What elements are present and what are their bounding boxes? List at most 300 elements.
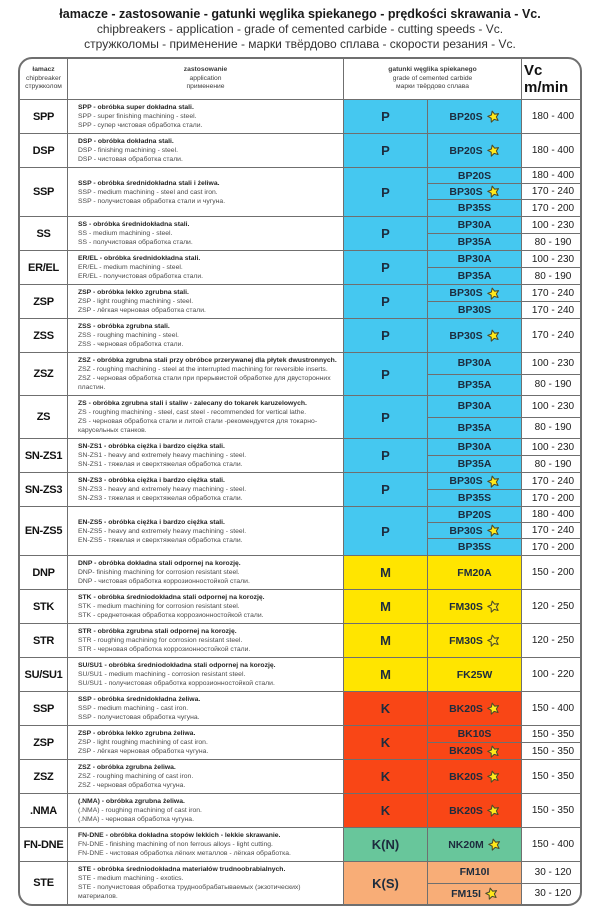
chipbreaker-table (18, 57, 582, 906)
grade-row (428, 168, 582, 184)
application-line-en: SSP - medium machining - steel and cast iron. (78, 188, 218, 196)
star-icon (486, 633, 502, 649)
carbide-group-cell: P (344, 319, 428, 352)
application-line-ru: ZS - черновая обработка стали и литой стали -рекомендуется для токарно-карусельных станков. (78, 418, 318, 434)
table-row (20, 134, 580, 168)
grade-name-cell (428, 217, 522, 233)
vc-value: 80 - 190 (534, 422, 572, 434)
chipbreaker-code: SPP (20, 100, 68, 133)
carbide-group-cell: K(N) (344, 828, 428, 861)
table-row (20, 396, 580, 439)
grade-name: FK25W (456, 668, 493, 681)
vc-value: 150 - 350 (531, 805, 575, 816)
carbide-group-cell: K (344, 760, 428, 793)
star-icon (485, 473, 501, 489)
grade-name-cell (428, 539, 522, 555)
vc-value: 170 - 240 (531, 287, 575, 299)
grade-name-cell (428, 418, 522, 439)
chipbreaker-code: .NMA (20, 794, 68, 827)
grade-name: BP30S (449, 287, 483, 299)
grade-row (428, 396, 582, 418)
application-line-pl: ZSZ - obróbka zgrubna żeliwa. (78, 764, 176, 771)
grade-name: FM30S (449, 634, 483, 647)
grade-row (428, 319, 582, 352)
application-line-pl: STR - obróbka zgrubna stali odpornej na korozję. (78, 628, 237, 635)
application-cell (68, 507, 344, 555)
application-line-pl: ZSP - obróbka lekko zgrubna stali. (78, 289, 189, 296)
table-row (20, 507, 580, 556)
grade-row (428, 862, 582, 884)
application-line-ru: STR - черновая обработка коррозионностойкой стали. (78, 646, 251, 653)
application-cell (68, 692, 344, 725)
chipbreaker-code: STK (20, 590, 68, 623)
grade-row (428, 100, 582, 133)
chipbreaker-code: SN-ZS3 (20, 473, 68, 506)
grades-column (428, 168, 582, 216)
application-line-en: ZSP - light roughing machining - steel. (78, 298, 194, 305)
vc-value: 100 - 220 (531, 669, 575, 680)
grade-name: BK20S (449, 702, 483, 715)
application-cell (68, 726, 344, 759)
application-line-en: STE - medium machining - exotics. (78, 875, 184, 882)
grade-name-cell (428, 134, 522, 167)
vc-value: 80 - 190 (534, 270, 572, 282)
chipbreaker-code: SS (20, 217, 68, 250)
application-line-pl: SN-ZS1 - obróbka ciężka i bardzo ciężka stali. (78, 443, 225, 450)
chipbreaker-code: EN-ZS5 (20, 507, 68, 555)
page-title-pl: łamacze - zastosowanie - gatunki węglika spiekanego - prędkości skrawania - Vc. (59, 7, 541, 21)
carbide-group-cell: M (344, 590, 428, 623)
vc-value: 170 - 240 (531, 475, 575, 487)
grade-row (428, 439, 582, 456)
grade-row (428, 418, 582, 439)
header-grade (344, 59, 522, 99)
header-chipbreaker-en: chipbreaker (26, 74, 61, 82)
table-row (20, 862, 580, 904)
application-cell (68, 658, 344, 691)
table-row (20, 285, 580, 319)
application-line-en: STR - roughing machining for corrosion resistant steel. (78, 637, 243, 644)
grade-name: NK20M (448, 838, 484, 851)
grades-column (428, 624, 582, 657)
grade-name-cell (428, 456, 522, 472)
grade-name-cell (428, 726, 522, 742)
application-line-ru: (.NMA) - черновая обработка чугуна. (78, 816, 194, 823)
application-line-pl: SN-ZS3 - obróbka ciężka i bardzo ciężka stali. (78, 477, 225, 484)
carbide-group-cell: P (344, 285, 428, 318)
grade-name: BP30S (449, 185, 483, 198)
vc-value: 120 - 250 (531, 601, 575, 612)
chipbreaker-code: STE (20, 862, 68, 904)
header-chipbreaker (20, 59, 68, 99)
chipbreaker-code: ZSZ (20, 353, 68, 395)
grades-column (428, 794, 582, 827)
chipbreaker-code: STR (20, 624, 68, 657)
grades-column (428, 100, 582, 133)
grades-column (428, 353, 582, 395)
chipbreaker-code: SU/SU1 (20, 658, 68, 691)
vc-value: 80 - 190 (534, 236, 572, 248)
grades-column (428, 473, 582, 506)
carbide-group-cell: P (344, 168, 428, 216)
grade-name: BP20S (449, 144, 483, 157)
grades-column (428, 658, 582, 691)
grade-row (428, 539, 582, 555)
application-line-en: DSP - finishing machining - steel. (78, 147, 178, 154)
application-line-pl: STK - obróbka średniodokładna stali odpornej na korozję. (78, 594, 265, 601)
grade-row (428, 353, 582, 375)
table-body (20, 100, 580, 904)
grades-column (428, 590, 582, 623)
application-line-ru: ZSP - лёгкая черновая обработка стали. (78, 307, 206, 314)
grade-name-cell (428, 743, 522, 759)
vc-value: 150 - 350 (531, 745, 575, 757)
grades-column (428, 285, 582, 318)
grade-name: BK20S (449, 804, 483, 817)
grade-name-cell (428, 200, 522, 216)
table-row (20, 726, 580, 760)
chipbreaker-code: FN-DNE (20, 828, 68, 861)
chipbreaker-code: DSP (20, 134, 68, 167)
application-cell (68, 794, 344, 827)
vc-value: 170 - 240 (531, 186, 575, 197)
application-line-en: EN-ZS5 - heavy and extremely heavy machining - steel. (78, 527, 247, 535)
grade-row (428, 884, 582, 905)
table-row (20, 556, 580, 590)
application-line-ru: ZSZ - черновая обработка чугуна. (78, 782, 186, 789)
carbide-group-cell: P (344, 473, 428, 506)
vc-value: 100 - 230 (531, 441, 575, 453)
header-application-en: application (189, 74, 222, 82)
grade-name: BP35S (457, 492, 492, 504)
application-line-pl: DSP - obróbka dokładna stali. (78, 138, 174, 145)
grade-name-cell (428, 862, 522, 883)
grade-name-cell (428, 184, 522, 199)
application-cell (68, 828, 344, 861)
application-line-ru: SS - получистовая обработка стали. (78, 239, 193, 246)
application-cell (68, 624, 344, 657)
application-cell (68, 556, 344, 589)
carbide-group-cell: M (344, 624, 428, 657)
application-line-ru: ZSZ - черновая обработка стали при прерывистой обработке для двусторонних пластин. (78, 375, 331, 391)
header-application-pl: zastosowanie (183, 66, 228, 74)
application-line-ru: ZSS - черновая обработка стали. (78, 341, 184, 348)
carbide-group-cell: K(S) (344, 862, 428, 904)
grade-name: BP35A (457, 421, 492, 434)
grades-column (428, 217, 582, 250)
grades-column (428, 439, 582, 472)
grades-column (428, 556, 582, 589)
application-line-pl: ZSP - obróbka lekko zgrubna żeliwa. (78, 730, 196, 737)
vc-value: 30 - 120 (534, 888, 572, 900)
grade-row (428, 217, 582, 234)
vc-value: 170 - 200 (531, 202, 575, 214)
grade-name: BP35A (457, 236, 492, 248)
grade-row (428, 760, 582, 793)
grade-name: BP35A (457, 458, 492, 470)
application-line-en: SPP - super finishing machining - steel. (78, 113, 197, 120)
grade-row (428, 624, 582, 657)
table-row (20, 828, 580, 862)
grade-name: BK20S (449, 745, 483, 757)
vc-value: 150 - 400 (531, 839, 575, 850)
table-row (20, 658, 580, 692)
grade-name: FM20A (457, 566, 492, 579)
chipbreaker-code: ZSZ (20, 760, 68, 793)
grade-name: FM15I (451, 887, 481, 900)
grade-name: BP30A (457, 219, 492, 231)
application-line-ru: SN-ZS3 - тяжелая и сверхтяжелая обработка стали. (78, 495, 243, 502)
grades-column (428, 760, 582, 793)
star-icon (486, 599, 502, 615)
application-line-en: ZSZ - roughing machining - steel at the interrupted machining for reversible inserts. (78, 366, 328, 373)
application-line-en: FN-DNE - finishing machining of non ferrous alloys - light cutting. (78, 841, 273, 848)
application-line-ru: DSP - чистовая обработка стали. (78, 156, 183, 163)
header-application (68, 59, 344, 99)
application-cell (68, 396, 344, 438)
star-icon (486, 803, 502, 819)
chipbreaker-code: ZS (20, 396, 68, 438)
application-line-ru: SSP - получистовая обработка чугуна. (78, 714, 200, 721)
application-line-pl: FN-DNE - obróbka dokładna stopów lekkich - lekkie skrawanie. (78, 832, 281, 839)
application-line-pl: SU/SU1 - obróbka średniodokładna stali odpornej na korozję. (78, 662, 276, 669)
carbide-group-cell: P (344, 439, 428, 472)
grade-name-cell (428, 234, 522, 250)
application-cell (68, 285, 344, 318)
star-icon (486, 837, 502, 853)
table-row (20, 217, 580, 251)
vc-value: 170 - 200 (531, 492, 575, 504)
grade-name-cell (428, 523, 522, 538)
star-icon (485, 328, 501, 344)
star-icon (485, 143, 501, 159)
grade-row (428, 134, 582, 167)
page-title (0, 0, 600, 51)
grade-name-cell (428, 760, 522, 793)
application-line-en: STK - medium machining for corrosion resistant steel. (78, 603, 240, 610)
table-row (20, 760, 580, 794)
application-line-ru: SN-ZS1 - тяжелая и сверхтяжелая обработка стали. (78, 461, 243, 468)
table-row (20, 168, 580, 217)
application-cell (68, 862, 344, 904)
grade-name: BP30S (449, 329, 483, 342)
header-grade-pl: gatunki węglika spiekanego (388, 66, 477, 74)
vc-value: 180 - 400 (531, 170, 575, 181)
grade-name-cell (428, 285, 522, 301)
grade-name-cell (428, 658, 522, 691)
star-icon (485, 285, 501, 301)
application-line-ru: DNP - чистовая обработка коррозионностойкой стали. (78, 578, 250, 585)
grade-row (428, 184, 582, 200)
grade-name-cell (428, 375, 522, 396)
chipbreaker-code: SSP (20, 692, 68, 725)
chipbreaker-code: ZSP (20, 285, 68, 318)
table-row (20, 794, 580, 828)
application-line-pl: (.NMA) - obróbka zgrubna żeliwa. (78, 798, 185, 805)
grades-column (428, 726, 582, 759)
grade-row (428, 234, 582, 250)
carbide-group-cell: P (344, 507, 428, 555)
grade-row (428, 251, 582, 268)
application-cell (68, 353, 344, 395)
application-cell (68, 439, 344, 472)
application-line-en: SSP - medium machining - cast iron. (78, 705, 189, 712)
vc-value: 30 - 120 (534, 866, 572, 878)
application-line-pl: STE - obróbka średniodokładna materiałów trudnoobrabialnych. (78, 866, 286, 873)
chipbreaker-code: SN-ZS1 (20, 439, 68, 472)
grade-row (428, 507, 582, 523)
grade-name: BK20S (449, 770, 483, 783)
grade-name: BP30S (449, 524, 483, 537)
chipbreaker-code: DNP (20, 556, 68, 589)
grade-row (428, 302, 582, 318)
grade-name-cell (428, 828, 522, 861)
application-line-ru: EN-ZS5 - тяжелая и сверхтяжелая обработка стали. (78, 536, 243, 544)
grade-name-cell (428, 100, 522, 133)
grade-name-cell (428, 353, 522, 374)
carbide-group-cell: P (344, 353, 428, 395)
application-cell (68, 168, 344, 216)
grade-name-cell (428, 168, 522, 183)
application-line-pl: SPP - obróbka super dokładna stali. (78, 104, 194, 111)
grade-row (428, 375, 582, 396)
vc-value: 150 - 350 (531, 728, 575, 740)
grade-row (428, 200, 582, 216)
grade-row (428, 473, 582, 490)
carbide-group-cell: K (344, 726, 428, 759)
application-cell (68, 590, 344, 623)
star-icon (486, 701, 502, 717)
grade-name-cell (428, 507, 522, 522)
application-line-pl: SS - obróbka średnidokładna stali. (78, 221, 190, 228)
vc-value: 170 - 240 (531, 330, 575, 341)
vc-value: 100 - 230 (531, 253, 575, 265)
application-cell (68, 760, 344, 793)
application-line-pl: EN-ZS5 - obróbka ciężka i bardzo ciężka stali. (78, 518, 225, 526)
grade-name: BP35S (457, 202, 492, 214)
grade-row (428, 658, 582, 691)
carbide-group-cell: P (344, 251, 428, 284)
star-icon (485, 523, 501, 539)
table-row (20, 439, 580, 473)
grade-name: BP35A (457, 378, 492, 391)
application-line-ru: ZSP - лёгкая черновая обработка чугуна. (78, 748, 209, 755)
grades-column (428, 862, 582, 904)
table-header (20, 59, 580, 100)
application-line-en: SS - medium machining - steel. (78, 230, 173, 237)
chipbreaker-code: SSP (20, 168, 68, 216)
carbide-group-cell: M (344, 556, 428, 589)
grade-row (428, 490, 582, 506)
grade-name-cell (428, 590, 522, 623)
table-row (20, 590, 580, 624)
table-row (20, 319, 580, 353)
grade-name-cell (428, 556, 522, 589)
application-line-en: SU/SU1 - medium machining - corrosion resistant steel. (78, 671, 246, 678)
application-cell (68, 217, 344, 250)
grade-name: BP30S (457, 304, 492, 316)
carbide-group-cell: M (344, 658, 428, 691)
star-icon (485, 184, 501, 200)
application-line-en: (.NMA) - roughing machining of cast iron. (78, 807, 202, 814)
application-line-en: ER/EL - medium machining - steel. (78, 264, 183, 271)
application-line-en: SN-ZS3 - heavy and extremely heavy machining - steel. (78, 486, 247, 493)
grade-name: BP20S (457, 169, 492, 182)
grade-name: FM10I (459, 866, 490, 879)
grade-name: BP30A (457, 253, 492, 265)
grade-row (428, 556, 582, 589)
application-line-ru: SSP - получистовая обработка стали и чугуна. (78, 197, 226, 205)
grade-name: BP35S (457, 541, 492, 553)
table-row (20, 251, 580, 285)
application-line-en: ZSZ - roughing machining of cast iron. (78, 773, 194, 780)
vc-value: 150 - 350 (531, 771, 575, 782)
table-row (20, 692, 580, 726)
application-cell (68, 100, 344, 133)
grade-name: BK10S (457, 728, 492, 740)
application-line-pl: DNP - obróbka dokładna stali odpornej na korozję. (78, 560, 241, 567)
grade-name-cell (428, 302, 522, 318)
vc-value: 180 - 400 (531, 145, 575, 156)
grade-name-cell (428, 884, 522, 905)
application-line-pl: SSP - obróbka średnidokładna żeliwa. (78, 696, 201, 703)
vc-value: 120 - 250 (531, 635, 575, 646)
grade-name-cell (428, 268, 522, 284)
star-icon (486, 769, 502, 785)
grade-name-cell (428, 624, 522, 657)
application-line-en: ZSP - light roughing machining of cast iron. (78, 739, 208, 746)
grade-row (428, 456, 582, 472)
grade-row (428, 590, 582, 623)
grade-name: BP20S (449, 110, 483, 123)
vc-value: 180 - 400 (531, 509, 575, 520)
application-cell (68, 473, 344, 506)
grade-row (428, 285, 582, 302)
star-icon (483, 886, 499, 902)
table-row (20, 353, 580, 396)
application-line-pl: SSP - obróbka średnidokładna stali i żeliwa. (78, 179, 220, 187)
application-line-ru: SPP - супер чистовая обработка стали. (78, 122, 203, 129)
table-row (20, 100, 580, 134)
application-line-ru: FN-DNE - чистовая обработка лёгких металлов - лёгкая обработка. (78, 850, 291, 857)
grade-name-cell (428, 794, 522, 827)
grades-column (428, 251, 582, 284)
application-cell (68, 134, 344, 167)
application-line-ru: STK - среднетонкая обработка коррозионностойкой стали. (78, 612, 264, 619)
grade-name-cell (428, 396, 522, 417)
carbide-group-cell: P (344, 396, 428, 438)
grades-column (428, 396, 582, 438)
grade-name: FM30S (449, 600, 483, 613)
table-row (20, 473, 580, 507)
header-vc: Vc m/min (524, 62, 569, 96)
vc-value: 150 - 200 (531, 567, 575, 578)
vc-value: 170 - 240 (531, 525, 575, 536)
application-line-pl: ZSZ - obróbka zgrubna stali przy obróbce przerywanej dla płytek dwustronnych. (78, 357, 337, 364)
application-line-en: ZSS - roughing machining - steel. (78, 332, 179, 339)
vc-value: 180 - 400 (531, 111, 575, 122)
grade-row (428, 726, 582, 743)
vc-value: 100 - 230 (531, 219, 575, 231)
vc-value: 150 - 400 (531, 703, 575, 714)
table-row (20, 624, 580, 658)
application-line-ru: ER/EL - получистовая обработка стали. (78, 273, 204, 280)
grades-column (428, 507, 582, 555)
page-title-en: chipbreakers - application - grade of cemented carbide - cutting speeds - Vc. (96, 22, 504, 36)
grades-column (428, 828, 582, 861)
star-icon (486, 743, 502, 759)
grade-name-cell (428, 473, 522, 489)
